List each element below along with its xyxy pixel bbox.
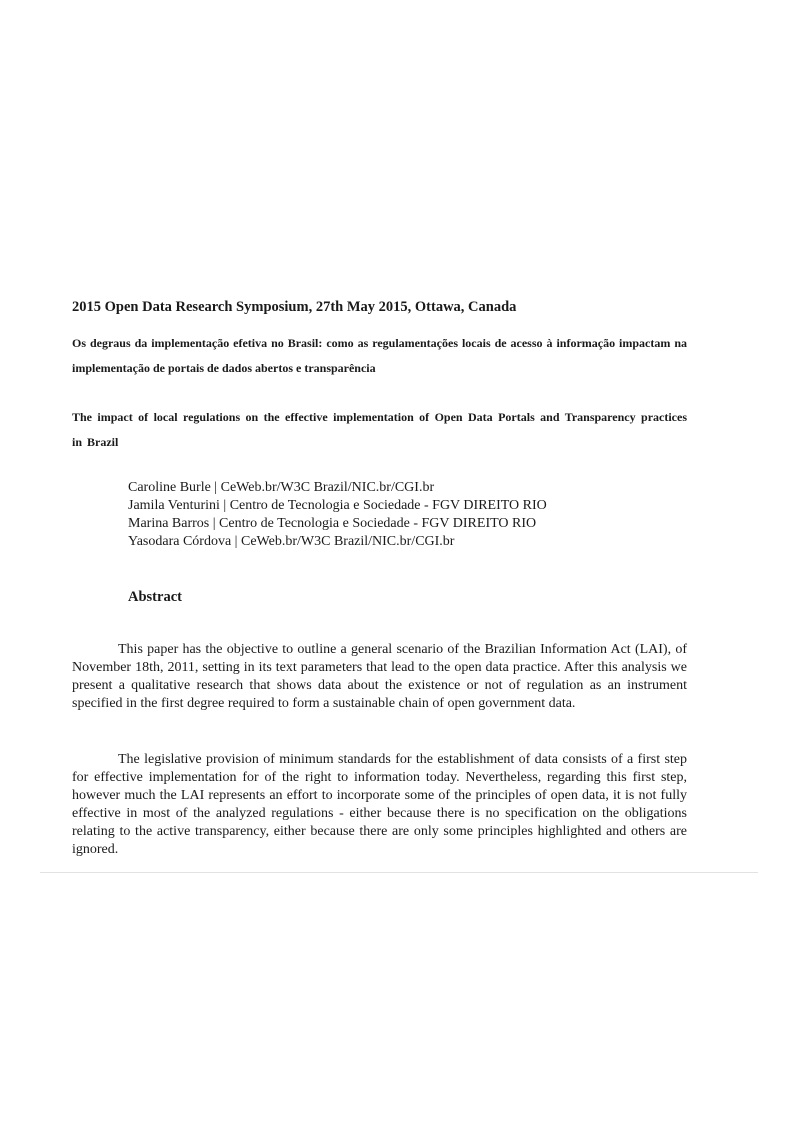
page-divider	[40, 872, 758, 873]
paper-title-english: The impact of local regulations on the effective implementation of Open Data Portals and Transparency practices in Brazil	[72, 410, 687, 449]
abstract-paragraph: The legislative provision of minimum standards for the establishment of data consists of a first step for effective implementation for of the right to information today. Nevertheless, regarding this first step, however much the LAI represents an effort to incorporate some of the principles of open data, it is not fully effective in most of the analyzed regulations - either because there is no specification on the obligations relating to the active transparency, either because there are only some principles highlighted and others are ignored.	[72, 752, 687, 857]
author-entry: Jamila Venturini | Centro de Tecnologia e Sociedade - FGV DIREITO RIO	[128, 498, 547, 513]
author-entry: Marina Barros | Centro de Tecnologia e Sociedade - FGV DIREITO RIO	[128, 516, 537, 531]
abstract-paragraph: This paper has the objective to outline a general scenario of the Brazilian Information Act (LAI), of November 18th, 2011, setting in its text parameters that lead to the open data practice. After this analysis we present a qualitative research that shows data about the existence or not of regulation as an instrument specified in the first degree required to form a sustainable chain of open government data.	[72, 642, 687, 711]
paper-title-portuguese: Os degraus da implementação efetiva no Brasil: como as regulamentações locais de acesso à informação impactam na implementação de portais de dados abertos e transparência	[72, 336, 687, 375]
conference-title: 2015 Open Data Research Symposium, 27th May 2015, Ottawa, Canada	[72, 299, 517, 315]
author-entry: Yasodara Córdova | CeWeb.br/W3C Brazil/NIC.br/CGI.br	[128, 534, 455, 549]
author-list	[128, 479, 688, 551]
author-entry: Caroline Burle | CeWeb.br/W3C Brazil/NIC.br/CGI.br	[128, 480, 435, 495]
abstract-heading: Abstract	[128, 589, 182, 605]
